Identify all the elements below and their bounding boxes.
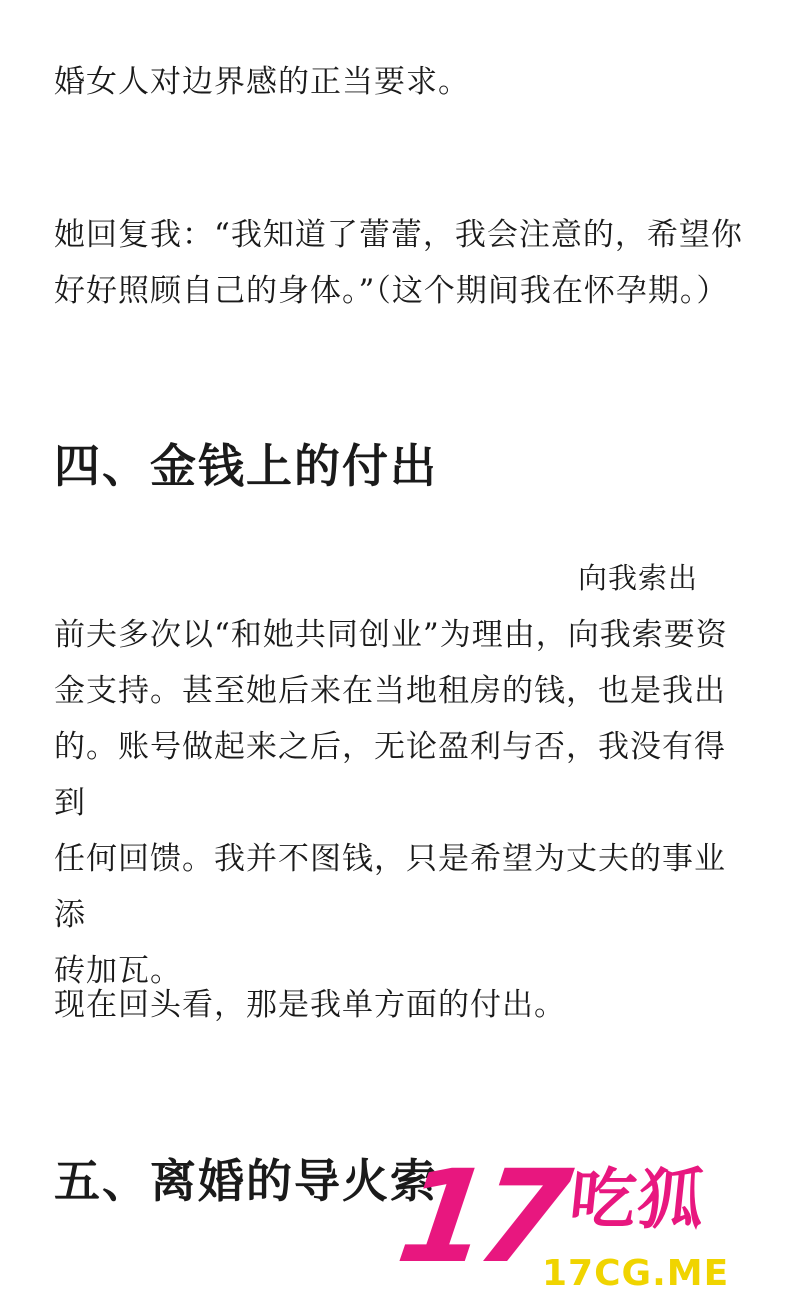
section-heading-divorce: 五、离婚的导火索 [54, 1154, 438, 1208]
paragraph-boundary: 婚女人对边界感的正当要求。 [54, 64, 470, 100]
section-heading-money: 四、金钱上的付出 [54, 439, 438, 493]
text-fragment: 向我索出 [578, 561, 699, 595]
watermark-chinese: 吃狐 [566, 1161, 711, 1238]
paragraph-money: 前夫多次以“和她共同创业”为理由，向我索要资 金支持。甚至她后来在当地租房的钱，也是我出 的。账号做起来之后，无论盈利与否，我没有得到 任何回馈。我并不图钱，只是希望为丈夫的事业添 砖加瓦。 [54, 617, 728, 989]
site-watermark-logo [389, 1143, 800, 1298]
paragraph-reply: 她回复我：“我知道了蕾蕾，我会注意的，希望你 好好照顾自己的身体。”（这个期间我在怀孕期。） [54, 217, 743, 309]
paragraph-reflection: 现在回头看，那是我单方面的付出。 [54, 987, 566, 1023]
watermark-domain: 17CG.ME [542, 1253, 730, 1294]
watermark-number: 17 [389, 1143, 569, 1292]
